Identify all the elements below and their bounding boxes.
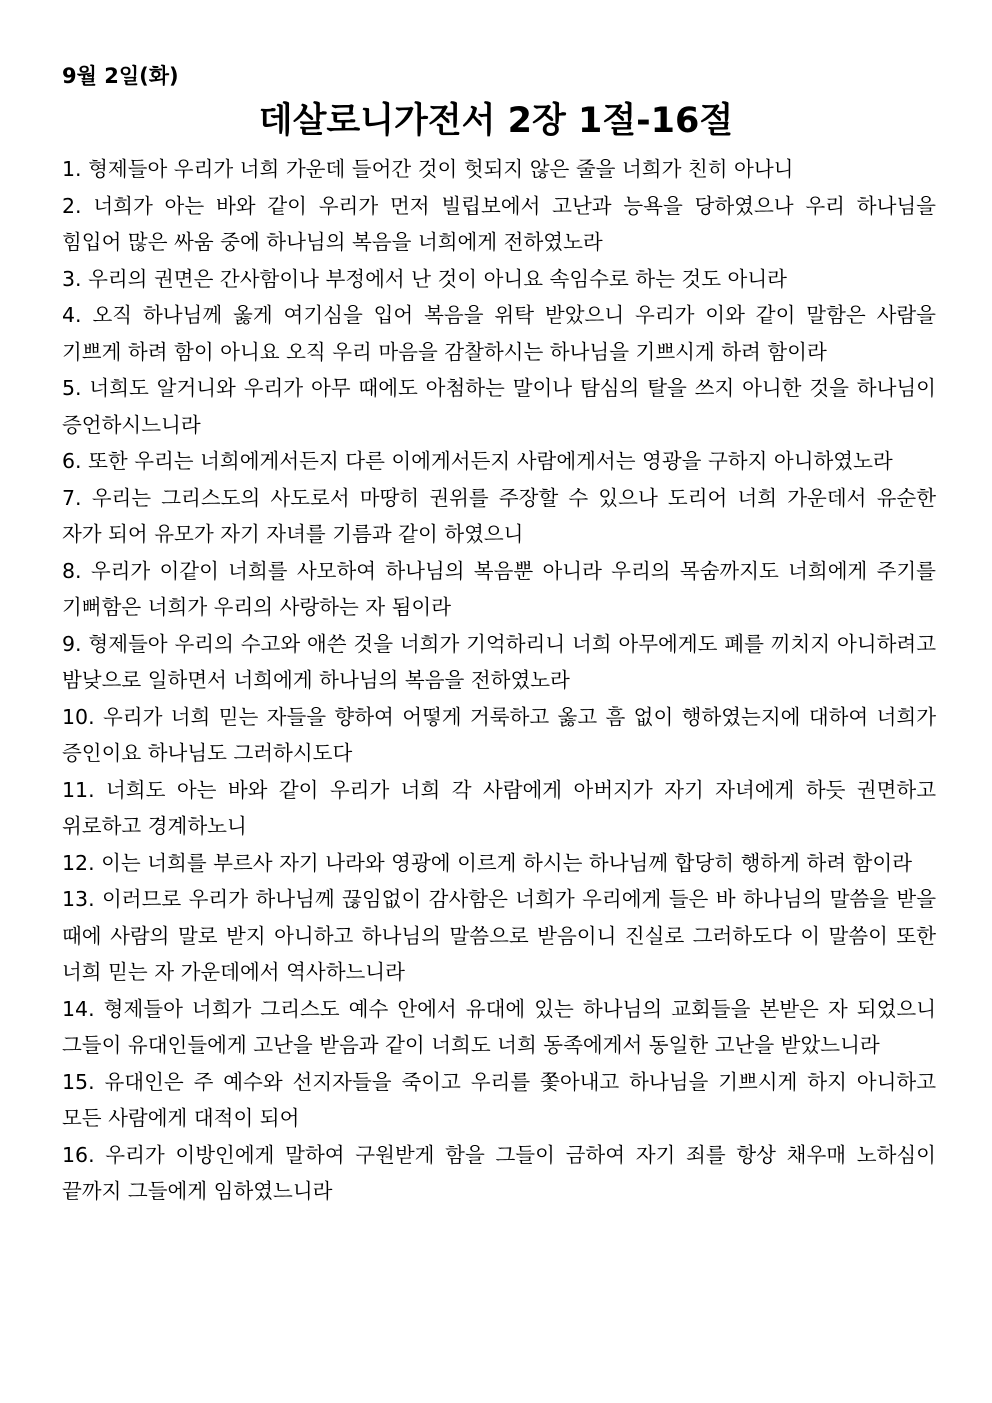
verse-15: 15. 유대인은 주 예수와 선지자들을 죽이고 우리를 쫓아내고 하나님을 기쁘시게 하지 아니하고 모든 사람에게 대적이 되어 (62, 1069, 936, 1130)
verse-2: 2. 너희가 아는 바와 같이 우리가 먼저 빌립보에서 고난과 능욕을 당하였으나 우리 하나님을 힘입어 많은 싸움 중에 하나님의 복음을 너희에게 전하였노라 (62, 193, 936, 254)
date-heading: 9월 2일(화) (62, 64, 179, 88)
verse-4: 4. 오직 하나님께 옳게 여기심을 입어 복음을 위탁 받았으니 우리가 이와 같이 말함은 사람을 기쁘게 하려 함이 아니요 오직 우리 마음을 감찰하시는 하나님을 기쁘시게 하려 함이라 (62, 303, 936, 364)
verse-5: 5. 너희도 알거니와 우리가 아무 때에도 아첨하는 말이나 탐심의 탈을 쓰지 아니한 것을 하나님이 증언하시느니라 (62, 376, 936, 437)
page-title: 데살로니가전서 2장 1절-16절 (258, 101, 734, 141)
verse-12: 12. 이는 너희를 부르사 자기 나라와 영광에 이르게 하시는 하나님께 합당히 행하게 하려 함이라 (62, 850, 913, 875)
verse-1: 1. 형제들아 우리가 너희 가운데 들어간 것이 헛되지 않은 줄을 너희가 친히 아나니 (62, 157, 794, 181)
verse-14: 14. 형제들아 너희가 그리스도 예수 안에서 유대에 있는 하나님의 교회들을 본받은 자 되었으니 그들이 유대인들에게 고난을 받음과 같이 너희도 너희 동족에게서 동일한 고난을 받았느니라 (62, 996, 936, 1057)
verse-10: 10. 우리가 너희 믿는 자들을 향하여 어떻게 거룩하고 옳고 흠 없이 행하였는지에 대하여 너희가 증인이요 하나님도 그러하시도다 (62, 704, 936, 765)
verse-9: 9. 형제들아 우리의 수고와 애쓴 것을 너희가 기억하리니 너희 아무에게도 폐를 끼치지 아니하려고 밤낮으로 일하면서 너희에게 하나님의 복음을 전하였노라 (62, 631, 936, 692)
verse-13: 13. 이러므로 우리가 하나님께 끊임없이 감사함은 너희가 우리에게 들은 바 하나님의 말씀을 받을 때에 사람의 말로 받지 아니하고 하나님의 말씀으로 받음이니 진실로 그러하도다 이 말씀이 또한 너희 믿는 자 가운데에서 역사하느니라 (62, 887, 936, 984)
verse-11: 11. 너희도 아는 바와 같이 우리가 너희 각 사람에게 아버지가 자기 자녀에게 하듯 권면하고 위로하고 경계하노니 (62, 777, 936, 838)
verse-8: 8. 우리가 이같이 너희를 사모하여 하나님의 복음뿐 아니라 우리의 목숨까지도 너희에게 주기를 기뻐함은 너희가 우리의 사랑하는 자 됨이라 (62, 558, 936, 619)
verse-3: 3. 우리의 권면은 간사함이나 부정에서 난 것이 아니요 속임수로 하는 것도 아니라 (62, 266, 787, 291)
verse-list (62, 151, 936, 1210)
verse-16: 16. 우리가 이방인에게 말하여 구원받게 함을 그들이 금하여 자기 죄를 항상 채우매 노하심이 끝까지 그들에게 임하였느니라 (62, 1142, 936, 1203)
verse-7: 7. 우리는 그리스도의 사도로서 마땅히 권위를 주장할 수 있으나 도리어 너희 가운데서 유순한 자가 되어 유모가 자기 자녀를 기름과 같이 하였으니 (62, 485, 936, 546)
verse-6: 6. 또한 우리는 너희에게서든지 다른 이에게서든지 사람에게서는 영광을 구하지 아니하였노라 (62, 449, 893, 473)
